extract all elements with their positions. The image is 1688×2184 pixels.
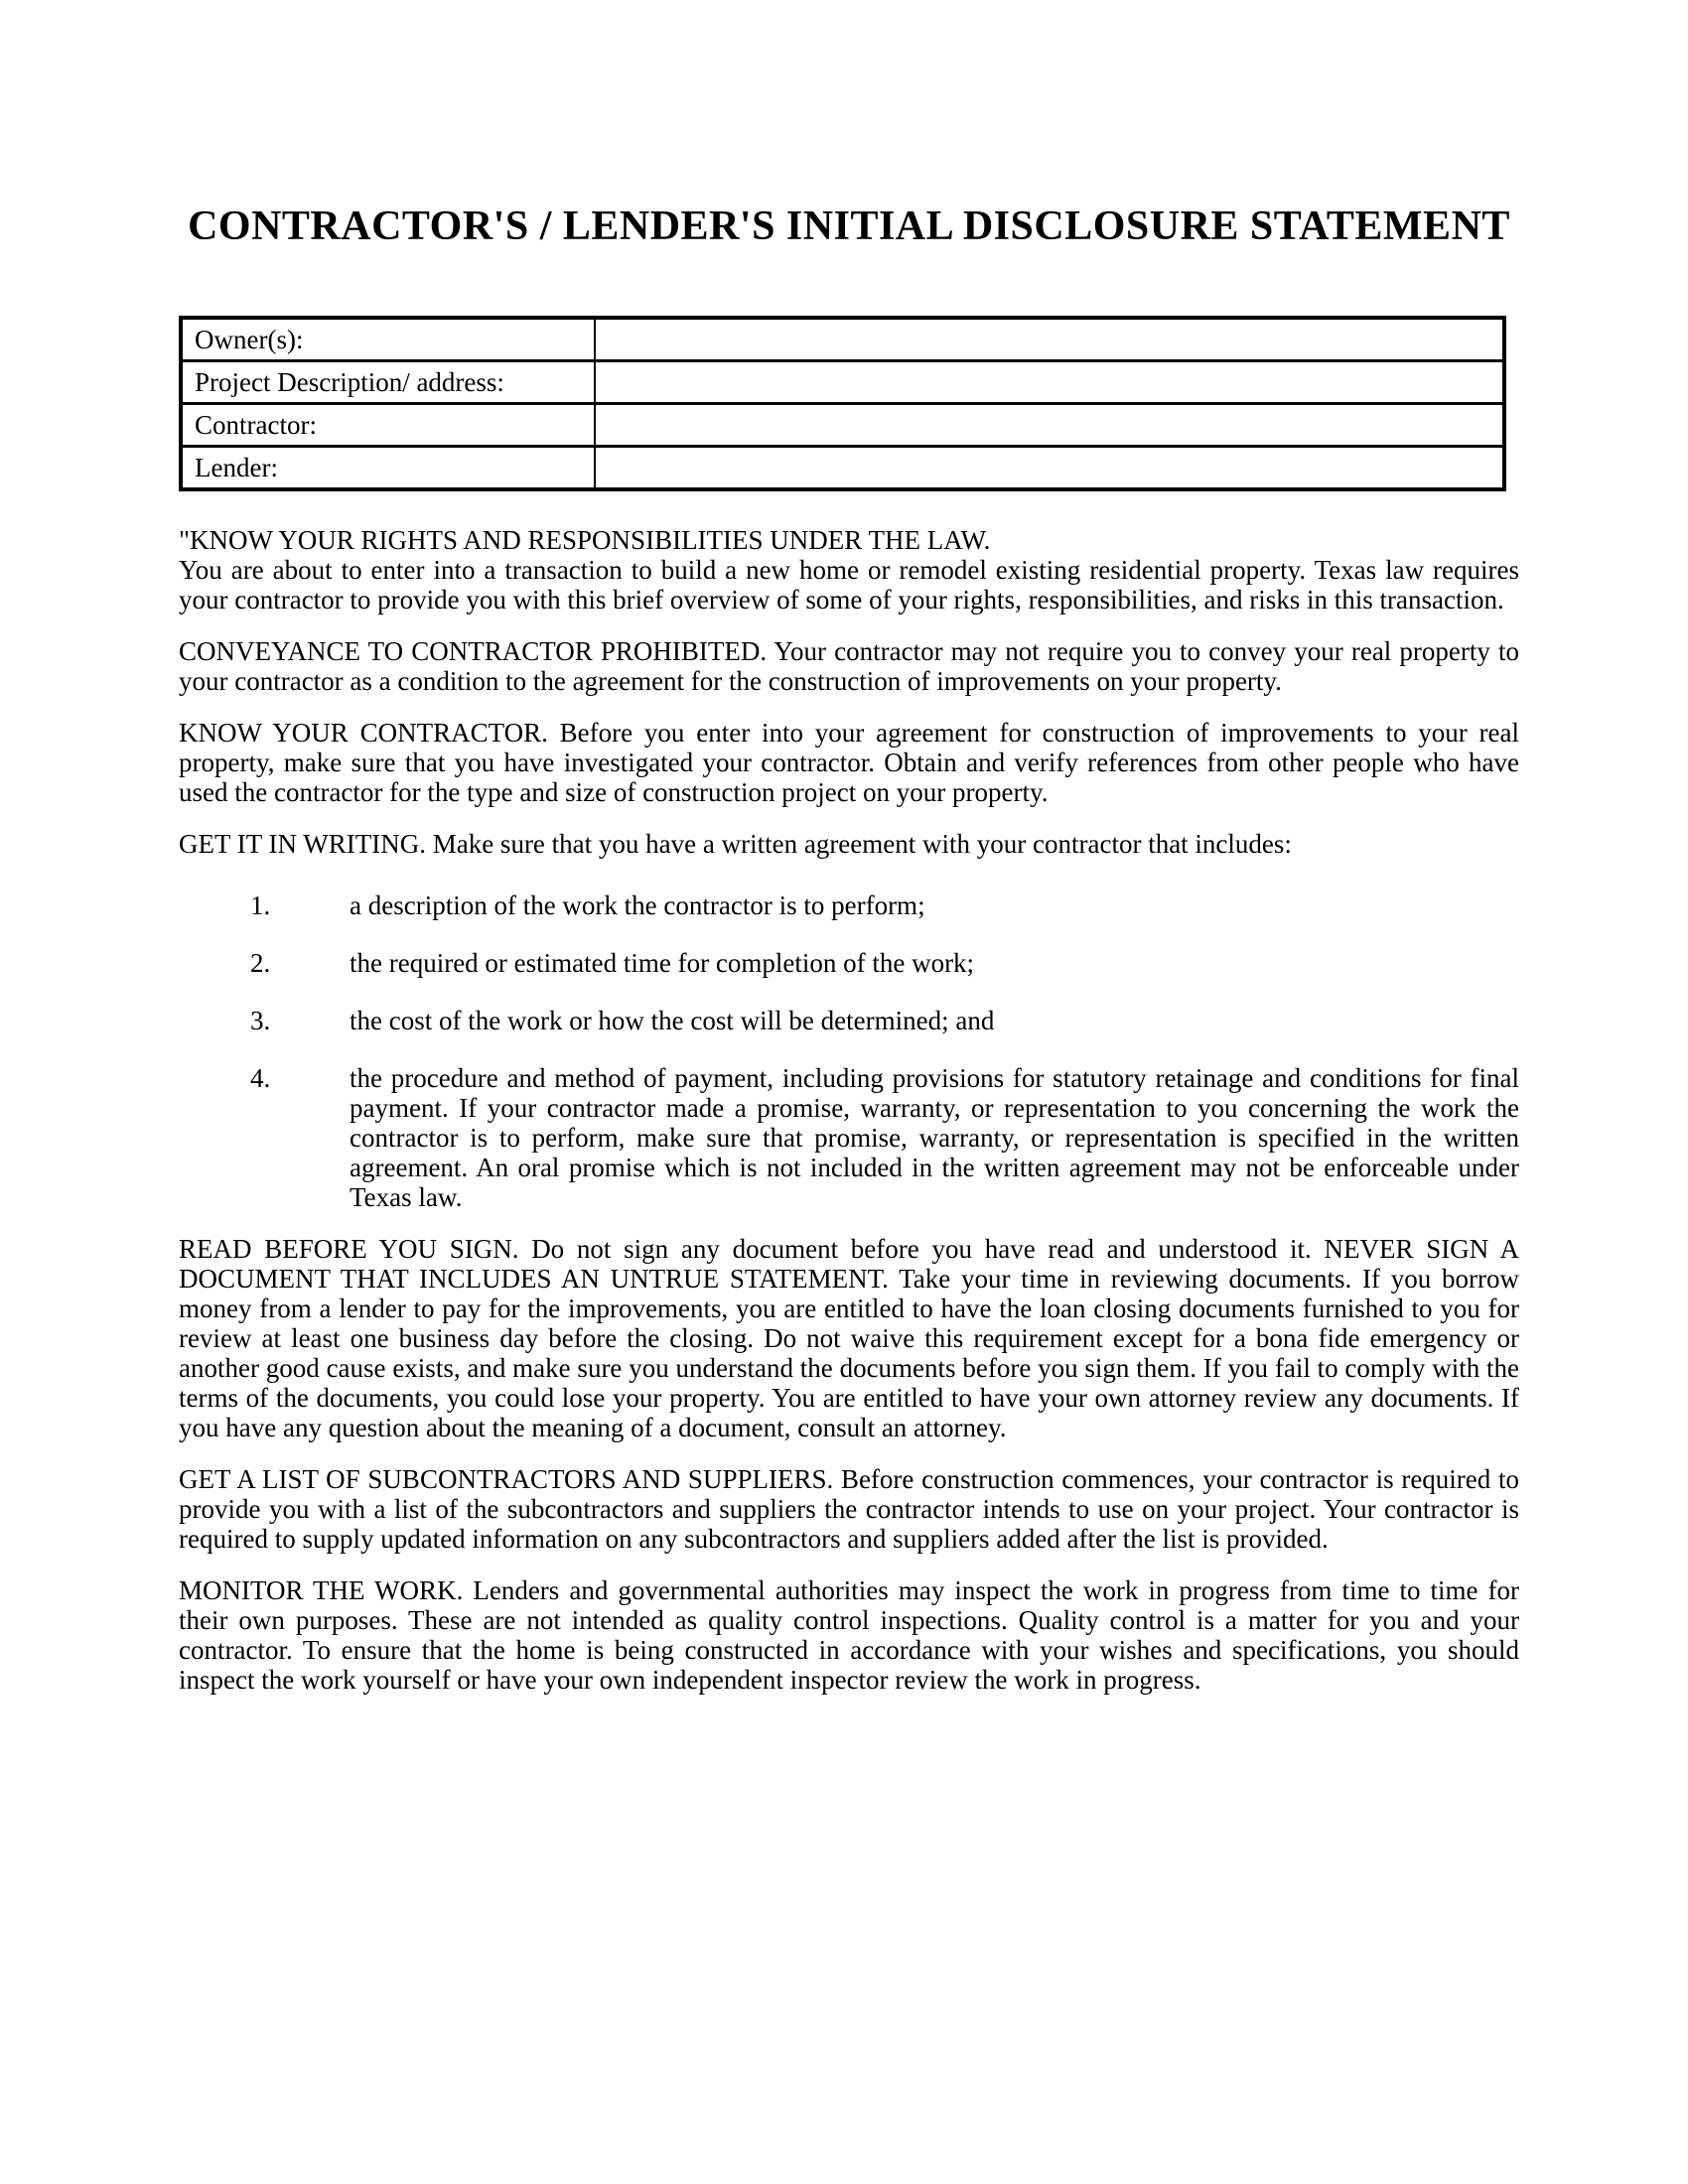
lender-label: Lender: bbox=[181, 447, 595, 490]
table-row-lender bbox=[181, 447, 1504, 490]
page-title: CONTRACTOR'S / LENDER'S INITIAL DISCLOSURE STATEMENT bbox=[188, 204, 1510, 249]
project-description-label: Project Description/ address: bbox=[181, 361, 595, 404]
table-row-contractor bbox=[181, 404, 1504, 447]
list-item-4 bbox=[179, 1063, 1519, 1212]
know-your-rights-heading: "KNOW YOUR RIGHTS AND RESPONSIBILITIES UNDER THE LAW. bbox=[179, 525, 991, 556]
list-item-1-number: 1. bbox=[250, 890, 271, 921]
paragraph-subcontractors-and-suppliers: GET A LIST OF SUBCONTRACTORS AND SUPPLIERS. Before construction commences, your contractor is required to provide you with a list of the subcontractors and suppliers the contractor intends to use on your project. Your contractor is required to supply updated information on any subcontractors and suppliers added after the list is provided. bbox=[179, 1464, 1519, 1555]
table-row-owner bbox=[181, 318, 1504, 361]
list-item-2-number: 2. bbox=[250, 948, 271, 979]
parties-table bbox=[179, 316, 1506, 491]
list-item-2-text: the required or estimated time for completion of the work; bbox=[350, 948, 975, 979]
paragraph-get-it-in-writing: GET IT IN WRITING. Make sure that you have a written agreement with your contractor that includes: bbox=[179, 829, 1292, 860]
table-row-project bbox=[181, 361, 1504, 404]
list-item-3-number: 3. bbox=[250, 1006, 271, 1036]
list-item-3 bbox=[179, 1006, 1519, 1035]
list-item-3-text: the cost of the work or how the cost will be determined; and bbox=[350, 1006, 995, 1036]
list-item-2 bbox=[179, 948, 1519, 978]
contractor-label: Contractor: bbox=[181, 404, 595, 447]
contractor-value-cell[interactable] bbox=[595, 404, 1504, 447]
paragraph-know-your-rights bbox=[179, 525, 1519, 614]
list-item-4-number: 4. bbox=[250, 1063, 271, 1094]
paragraph-conveyance-prohibited: CONVEYANCE TO CONTRACTOR PROHIBITED. Your contractor may not require you to convey your real property to your contractor as a condition to the agreement for the construction of improvements on your property. bbox=[179, 636, 1519, 697]
list-item-1-text: a description of the work the contractor is to perform; bbox=[350, 890, 925, 921]
paragraph-read-before-you-sign: READ BEFORE YOU SIGN. Do not sign any document before you have read and understood it. NEVER SIGN A DOCUMENT THAT INCLUDES AN UNTRUE STATEMENT. Take your time in reviewing documents. If you borrow money from a lender to pay for the improvements, you are entitled to have the loan closing documents furnished to you for review at least one business day before the closing. Do not waive this requirement except for a bona fide emergency or another good cause exists, and make sure you understand the documents before you sign them. If you fail to comply with the terms of the documents, you could lose your property. You are entitled to have your own attorney review any documents. If you have any question about the meaning of a document, consult an attorney. bbox=[179, 1234, 1519, 1443]
paragraph-know-your-contractor: KNOW YOUR CONTRACTOR. Before you enter into your agreement for construction of improvements to your real property, make sure that you have investigated your contractor. Obtain and verify references from other people who have used the contractor for the type and size of construction project on your property. bbox=[179, 718, 1519, 808]
know-your-rights-body: You are about to enter into a transaction to build a new home or remodel existing residential property. Texas law requires your contractor to provide you with this brief overview of some of your rights, responsibilities, and risks in this transaction. bbox=[179, 555, 1519, 615]
list-item-1 bbox=[179, 890, 1519, 920]
owner-label: Owner(s): bbox=[181, 318, 595, 361]
project-description-value-cell[interactable] bbox=[595, 361, 1504, 404]
list-item-4-text: the procedure and method of payment, including provisions for statutory retainage and conditions for final payment. If your contractor made a promise, warranty, or representation to you concerning the work the contractor is to perform, make sure that promise, warranty, or representation is specified in the written agreement. An oral promise which is not included in the written agreement may not be enforceable under Texas law. bbox=[350, 1063, 1519, 1213]
document-body bbox=[179, 525, 1519, 1695]
owner-value-cell[interactable] bbox=[595, 318, 1504, 361]
written-agreement-requirements-list bbox=[179, 890, 1519, 1212]
lender-value-cell[interactable] bbox=[595, 447, 1504, 490]
paragraph-monitor-the-work: MONITOR THE WORK. Lenders and governmental authorities may inspect the work in progress from time to time for their own purposes. These are not intended as quality control inspections. Quality control is a matter for you and your contractor. To ensure that the home is being constructed in accordance with your wishes and specifications, you should inspect the work yourself or have your own independent inspector review the work in progress. bbox=[179, 1575, 1519, 1696]
